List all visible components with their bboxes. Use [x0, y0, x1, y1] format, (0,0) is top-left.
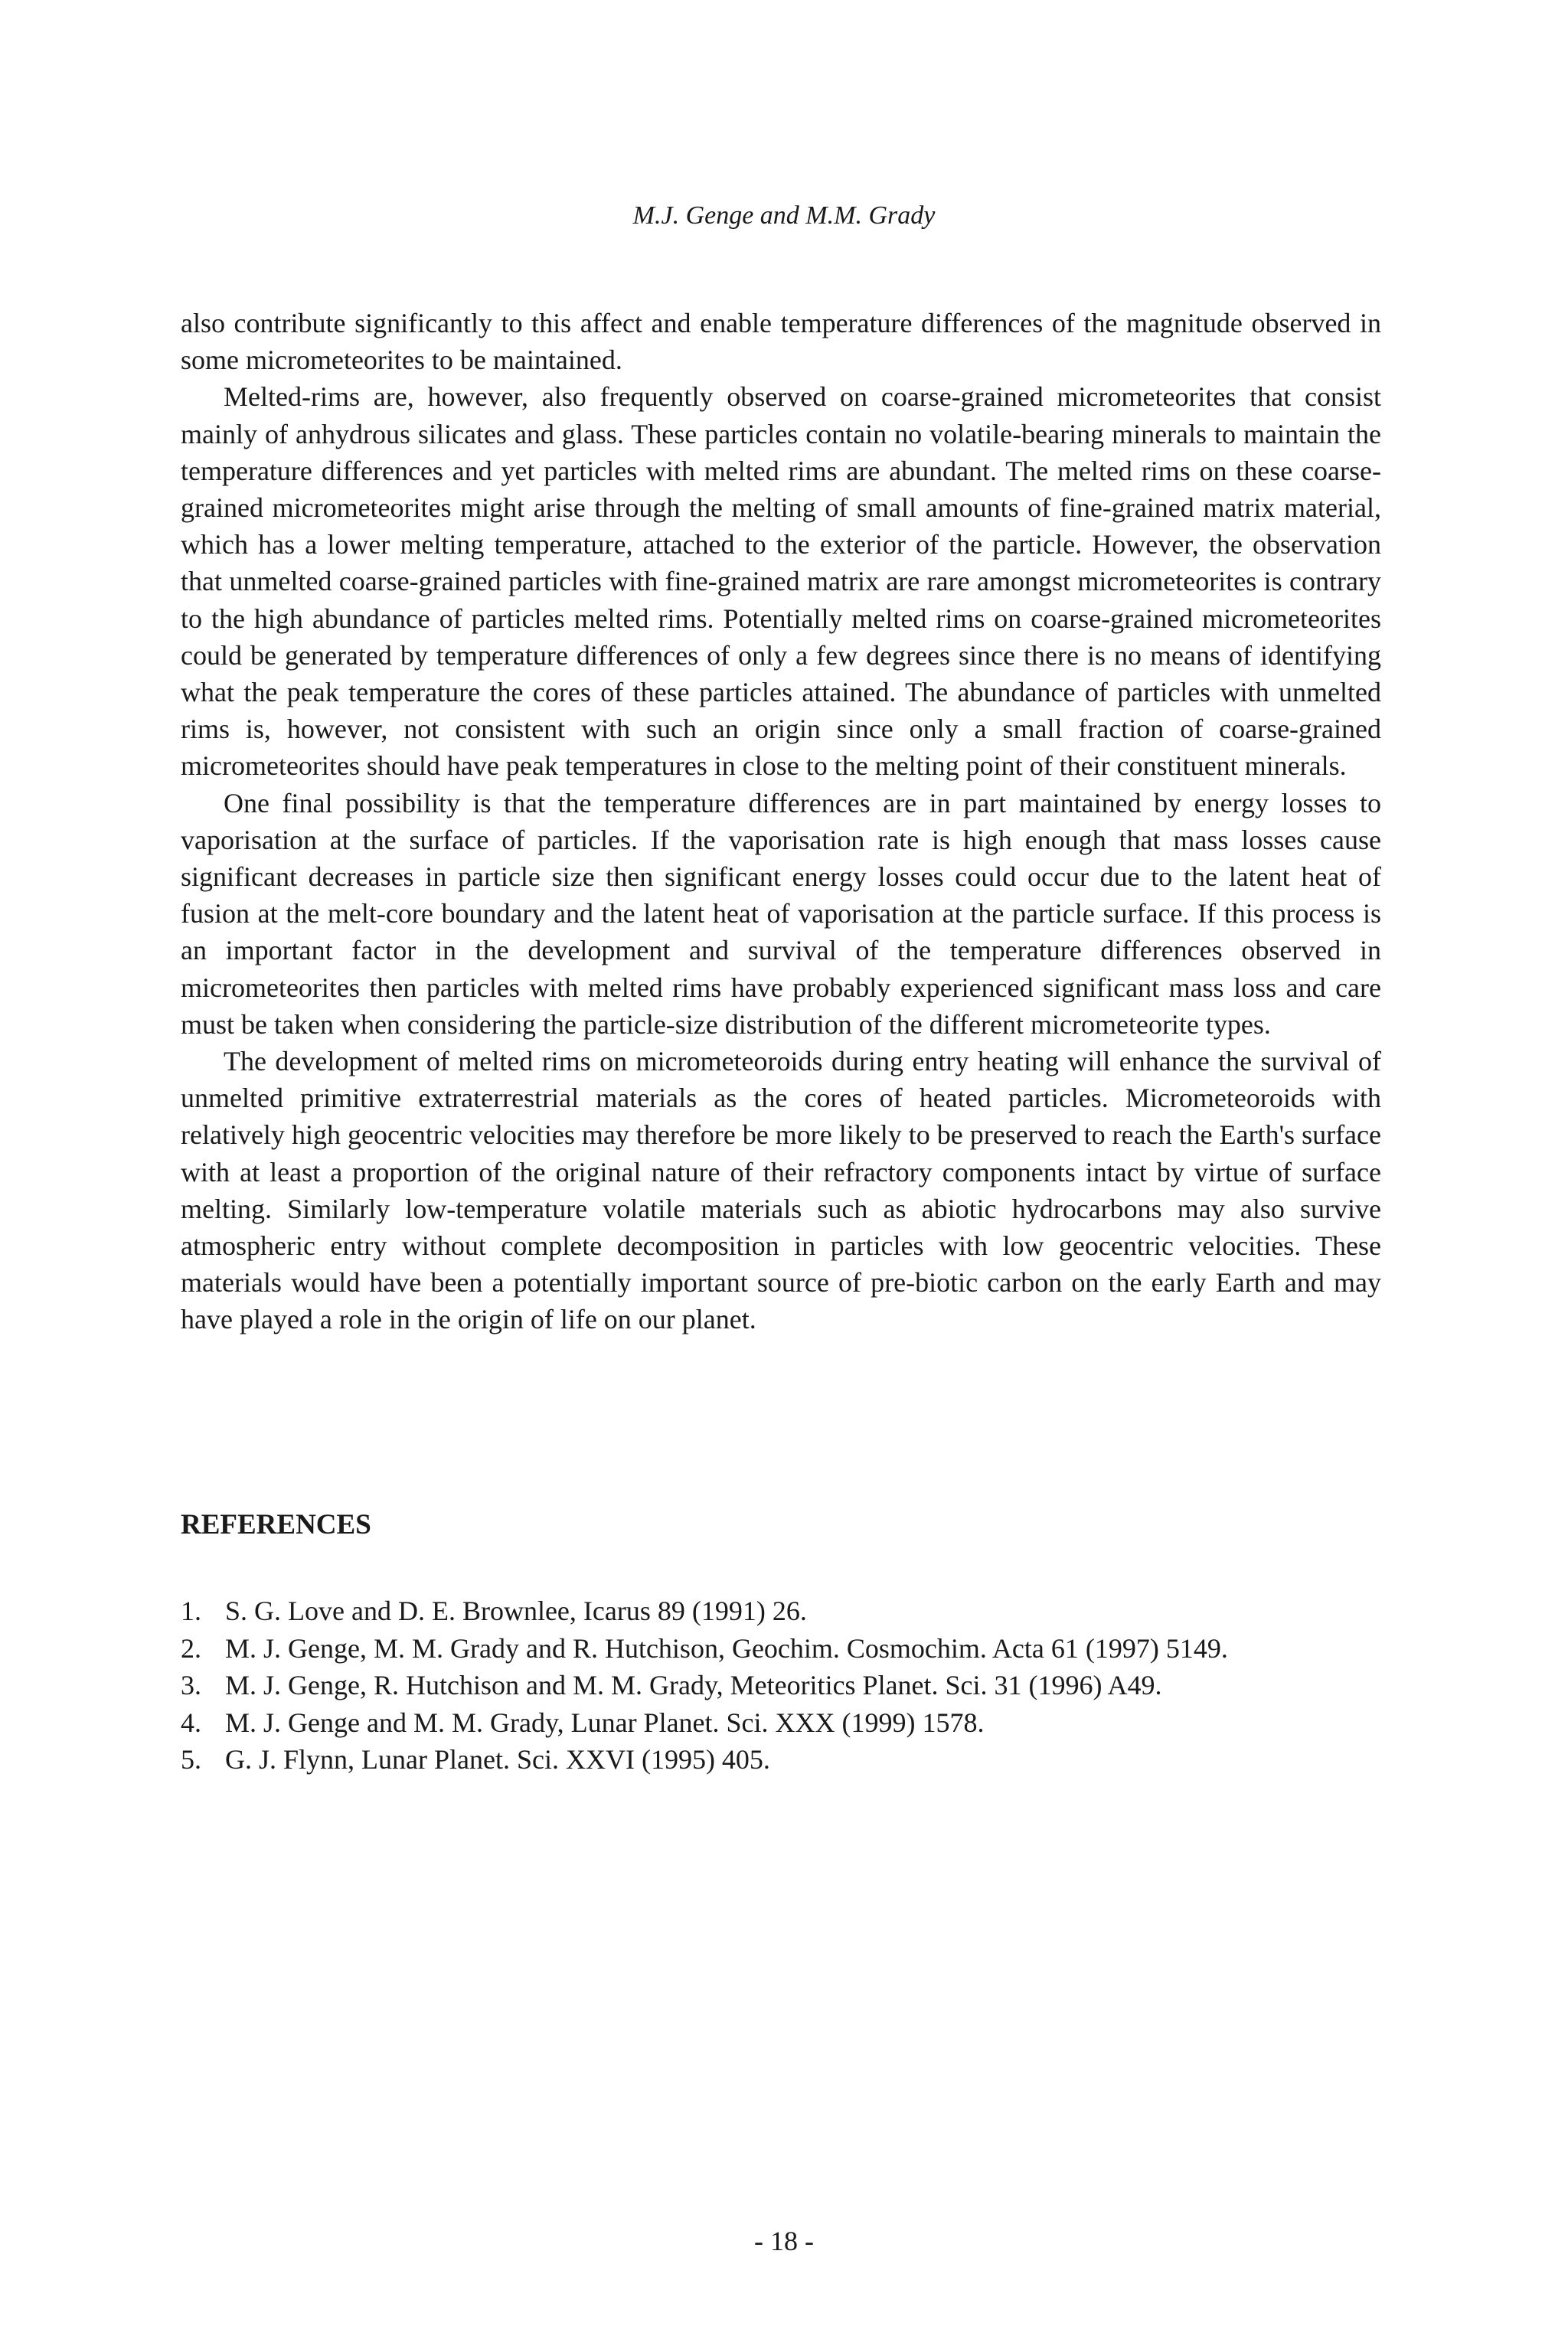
reference-item [181, 1741, 1381, 1779]
reference-text: M. J. Genge, R. Hutchison and M. M. Grady, Meteoritics Planet. Sci. 31 (1996) A49. [225, 1670, 1162, 1700]
reference-text: G. J. Flynn, Lunar Planet. Sci. XXVI (1995) 405. [225, 1744, 770, 1775]
reference-text: M. J. Genge, M. M. Grady and R. Hutchison, Geochim. Cosmochim. Acta 61 (1997) 5149. [225, 1632, 1228, 1664]
body-paragraph: The development of melted rims on micrometeoroids during entry heating will enhance the survival of unmelted primitive extraterrestrial materials as the cores of heated particles. Micrometeoroids with relatively high geocentric velocities may therefore be more likely to be preserved to reach the Earth's surface with at least a proportion of the original nature of their refractory components intact by virtue of surface melting. Similarly low-temperature volatile materials such as abiotic hydrocarbons may also survive atmospheric entry without complete decomposition in particles with low geocentric velocities. These materials would have been a potentially important source of pre-biotic carbon on the early Earth and may have played a role in the origin of life on our planet. [181, 1046, 1381, 1335]
reference-number: 5. [181, 1744, 201, 1775]
reference-number: 1. [181, 1596, 201, 1626]
reference-number: 2. [181, 1632, 201, 1664]
references-list [181, 1592, 1381, 1779]
reference-item [181, 1630, 1381, 1668]
body-text [181, 305, 1381, 1338]
reference-text: M. J. Genge and M. M. Grady, Lunar Planet. Sci. XXX (1999) 1578. [225, 1707, 985, 1738]
reference-item [181, 1704, 1381, 1742]
references-heading: REFERENCES [181, 1509, 371, 1540]
body-paragraph: Melted-rims are, however, also frequently observed on coarse-grained micrometeorites that consist mainly of anhydrous silicates and glass. These particles contain no volatile-bearing minerals to maintain the temperature differences and yet particles with melted rims are abundant. The melted rims on these coarse-grained micrometeorites might arise through the melting of small amounts of fine-grained matrix material, which has a lower melting temperature, attached to the exterior of the particle. However, the observation that unmelted coarse-grained particles with fine-grained matrix are rare amongst micrometeorites is contrary to the high abundance of particles melted rims. Potentially melted rims on coarse-grained micrometeorites could be generated by temperature differences of only a few degrees since there is no means of identifying what the peak temperature the cores of these particles attained. The abundance of particles with unmelted rims is, however, not consistent with such an origin since only a small fraction of coarse-grained micrometeorites should have peak temperatures in close to the melting point of their constituent minerals. [181, 381, 1381, 782]
reference-item [181, 1667, 1381, 1704]
running-header: M.J. Genge and M.M. Grady [632, 201, 936, 230]
reference-number: 3. [181, 1670, 201, 1700]
reference-text: S. G. Love and D. E. Brownlee, Icarus 89 (1991) 26. [225, 1596, 807, 1626]
reference-item [181, 1592, 1381, 1630]
body-paragraph: One final possibility is that the temperature differences are in part maintained by energy losses to vaporisation at the surface of particles. If the vaporisation rate is high enough that mass losses cause significant decreases in particle size then significant energy losses could occur due to the latent heat of fusion at the melt-core boundary and the latent heat of vaporisation at the particle surface. If this process is an important factor in the development and survival of the temperature differences observed in micrometeorites then particles with melted rims have probably experienced significant mass loss and care must be taken when considering the particle-size distribution of the different micrometeorite types. [181, 787, 1381, 1040]
page-number: - 18 - [754, 2226, 814, 2256]
reference-number: 4. [181, 1707, 201, 1738]
body-paragraph: also contribute significantly to this affect and enable temperature differences of the magnitude observed in some micrometeorites to be maintained. [181, 308, 1381, 376]
